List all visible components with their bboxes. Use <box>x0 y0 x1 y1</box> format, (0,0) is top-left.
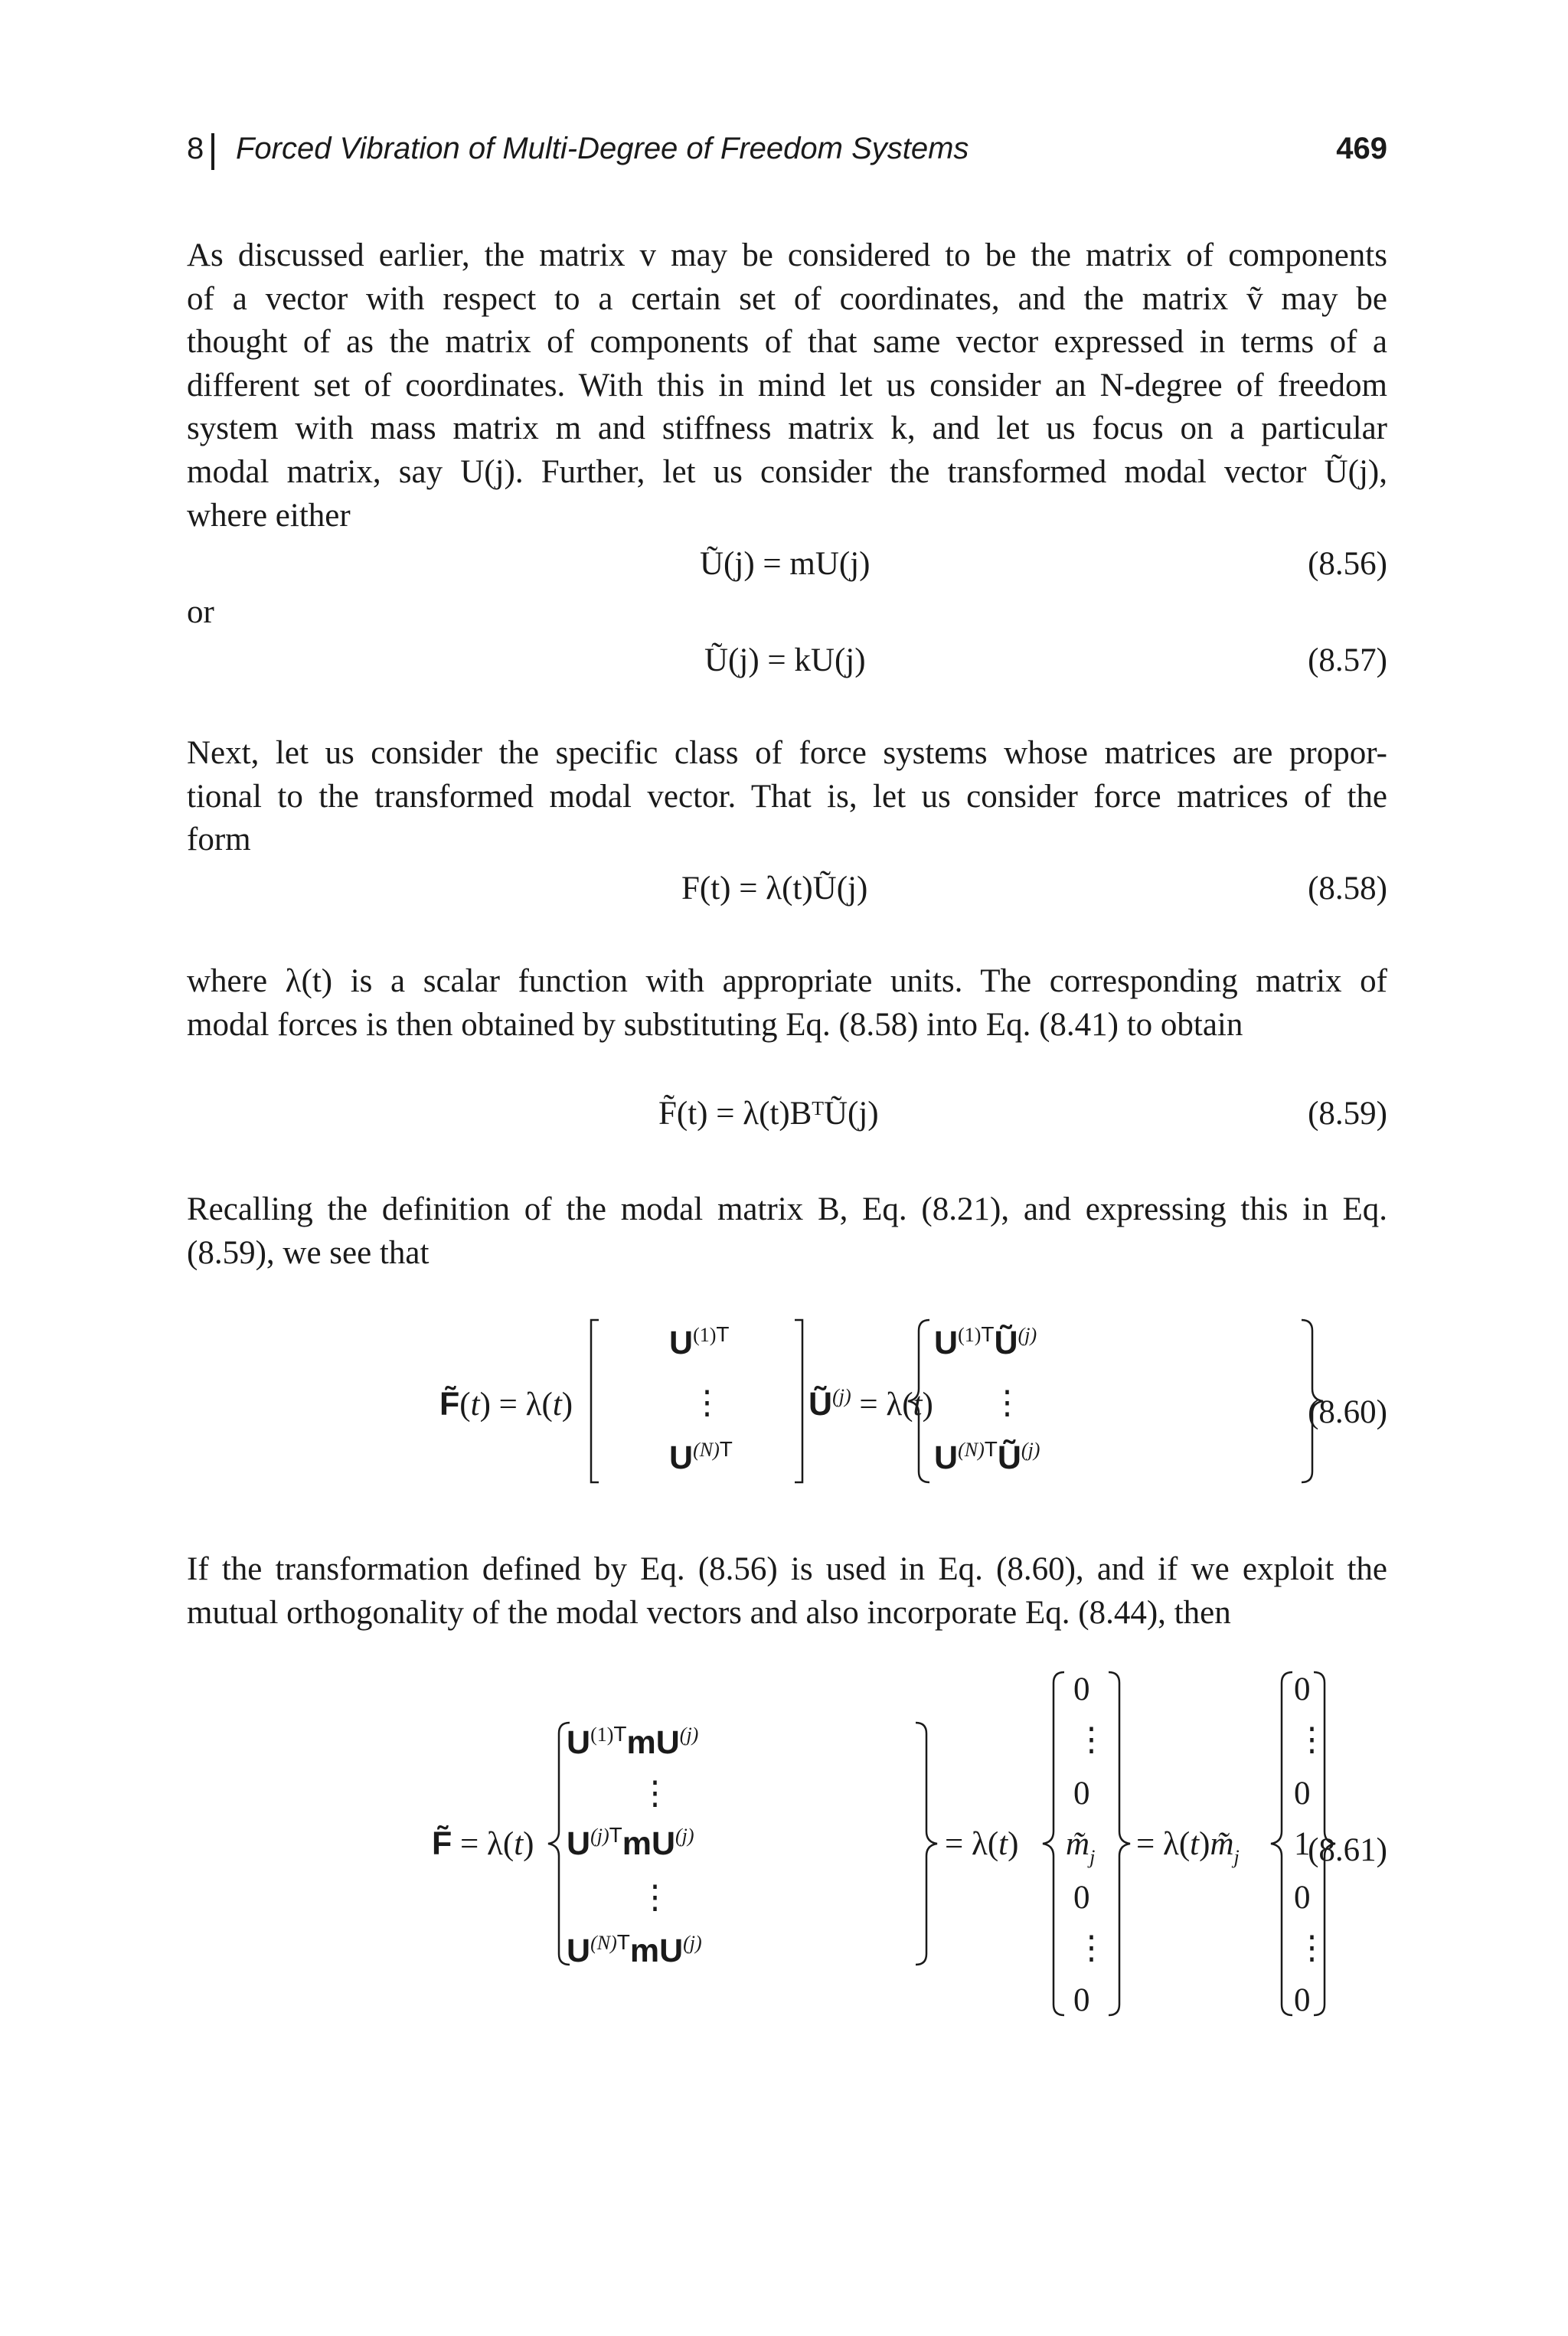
text-line: where either <box>187 497 351 534</box>
equation-8-61 <box>187 1661 1387 2037</box>
vector-entry: 0 <box>1294 1880 1311 1916</box>
vector-entry: 0 <box>1073 1880 1090 1916</box>
equation-number: (8.56) <box>1308 546 1387 582</box>
text-line: Next, let us consider the specific class of force systems whose matrices are propor- <box>187 735 1387 771</box>
ellipsis-vertical: ⋮ <box>1075 1722 1108 1758</box>
text-line: different set of coordinates. With this in mind let us consider an N-degree of freedom <box>187 367 1387 403</box>
text-line: Recalling the definition of the modal matrix B, Eq. (8.21), and expressing this in Eq. <box>187 1191 1387 1227</box>
text-line: form <box>187 822 251 858</box>
paragraph-1 <box>187 234 1387 537</box>
ellipsis-vertical: ⋮ <box>991 1385 1024 1421</box>
text-line: mutual orthogonality of the modal vectors and also incorporate Eq. (8.44), then <box>187 1594 1231 1631</box>
equals-text: = $\lambda(t)m̃_j$ <box>1136 1826 1240 1868</box>
text-line: or <box>187 594 214 630</box>
vector-entry: 0 <box>1073 1982 1090 2018</box>
vector-entry: 0 <box>1294 1776 1311 1812</box>
vector-entry: $U^{(1)}TmU^{(j)}$ <box>567 1722 699 1761</box>
equation-8-61-math <box>187 1661 1387 2037</box>
equation-body: Ũ(j) = mU(j) <box>700 546 871 582</box>
vector-entry: $U^{(1)}TŨ^{(j)}$ <box>934 1322 1037 1361</box>
equation-number: (8.61) <box>1308 1832 1387 1868</box>
equation-body: F(t) = λ(t)Ũ(j) <box>681 871 868 907</box>
equation-number: (8.58) <box>1308 871 1387 907</box>
vector-entry: $U^{(j)}TmU^{(j)}$ <box>567 1823 694 1862</box>
paragraph-3 <box>187 960 1387 1047</box>
rhs-text: $Ũ^{(j)} = \lambda(t)$ <box>808 1385 933 1423</box>
vector-entry: 0 <box>1073 1776 1090 1812</box>
paragraph-5 <box>187 1548 1387 1635</box>
equation-number: (8.59) <box>1308 1096 1387 1132</box>
paragraph-4 <box>187 1188 1387 1275</box>
ellipsis-vertical: ⋮ <box>1075 1930 1108 1966</box>
text-line: thought of as the matrix of components of that same vector expressed in terms of a <box>187 324 1387 361</box>
page-number: 469 <box>1336 132 1387 165</box>
text-line: of a vector with respect to a certain set of coordinates, and the matrix ṽ may be <box>187 280 1387 317</box>
connector-or <box>187 591 1387 635</box>
equation-body: Ũ(j) = kU(j) <box>704 642 866 678</box>
paragraph-2 <box>187 732 1387 862</box>
text-line: modal matrix, say U(j). Further, let us consider the transformed modal vector Ũ(j), <box>187 453 1387 490</box>
lhs-text: F̃ = λ(t) <box>432 1825 534 1862</box>
vector-entry: 0 <box>1073 1671 1090 1707</box>
left-bracket <box>591 1320 599 1482</box>
left-brace <box>1271 1672 1292 2015</box>
vector-entry: $U^{(N)}TmU^{(j)}$ <box>567 1930 702 1969</box>
ellipsis-vertical: ⋮ <box>639 1880 671 1916</box>
chapter-number: 8 <box>187 132 204 165</box>
equals-text: = λ(t) <box>945 1826 1019 1862</box>
header-divider <box>211 133 214 170</box>
matrix-row: $U^{(1)}T$ <box>669 1322 730 1361</box>
vector-entry: 0 <box>1294 1982 1311 2018</box>
equation-number: (8.57) <box>1308 642 1387 678</box>
ellipsis-vertical: ⋮ <box>1295 1722 1328 1758</box>
right-bracket <box>795 1320 802 1482</box>
text-line: system with mass matrix m and stiffness matrix k, and let us focus on a particular <box>187 410 1387 447</box>
text-line: tional to the transformed modal vector. That is, let us consider force matrices of the <box>187 778 1387 815</box>
matrix-row: $U^{(N)}T$ <box>669 1437 733 1476</box>
right-brace <box>1109 1672 1130 2015</box>
text-line: modal forces is then obtained by substituting Eq. (8.58) into Eq. (8.41) to obtain <box>187 1006 1243 1043</box>
vector-entry: 1 <box>1294 1826 1311 1862</box>
text-line: where λ(t) is a scalar function with appropriate units. The corresponding matrix of <box>187 963 1387 999</box>
vector-entry: $m̃_j$ <box>1066 1826 1096 1868</box>
equation-8-60 <box>187 1309 1387 1493</box>
equation-body: F̃(t) = λ(t)BᵀŨ(j) <box>658 1096 879 1132</box>
vector-entry: 0 <box>1294 1671 1311 1707</box>
vector-entry: $U^{(N)}TŨ^{(j)}$ <box>934 1437 1040 1476</box>
equation-8-60-math <box>187 1309 1387 1493</box>
text-line: If the transformation defined by Eq. (8.56) is used in Eq. (8.60), and if we exploit the <box>187 1551 1387 1587</box>
ellipsis-vertical: ⋮ <box>639 1776 671 1812</box>
ellipsis-vertical: ⋮ <box>1295 1930 1328 1966</box>
lhs-text: F̃(t) = λ(t) <box>439 1386 573 1423</box>
running-header <box>187 132 1387 175</box>
text-line: (8.59), we see that <box>187 1234 430 1271</box>
chapter-title: Forced Vibration of Multi-Degree of Freedom Systems <box>236 132 969 165</box>
right-brace <box>916 1723 937 1965</box>
text-line: As discussed earlier, the matrix v may be considered to be the matrix of components <box>187 237 1387 273</box>
ellipsis-vertical: ⋮ <box>691 1385 724 1421</box>
equation-number: (8.60) <box>1308 1394 1387 1430</box>
left-brace <box>1043 1672 1064 2015</box>
